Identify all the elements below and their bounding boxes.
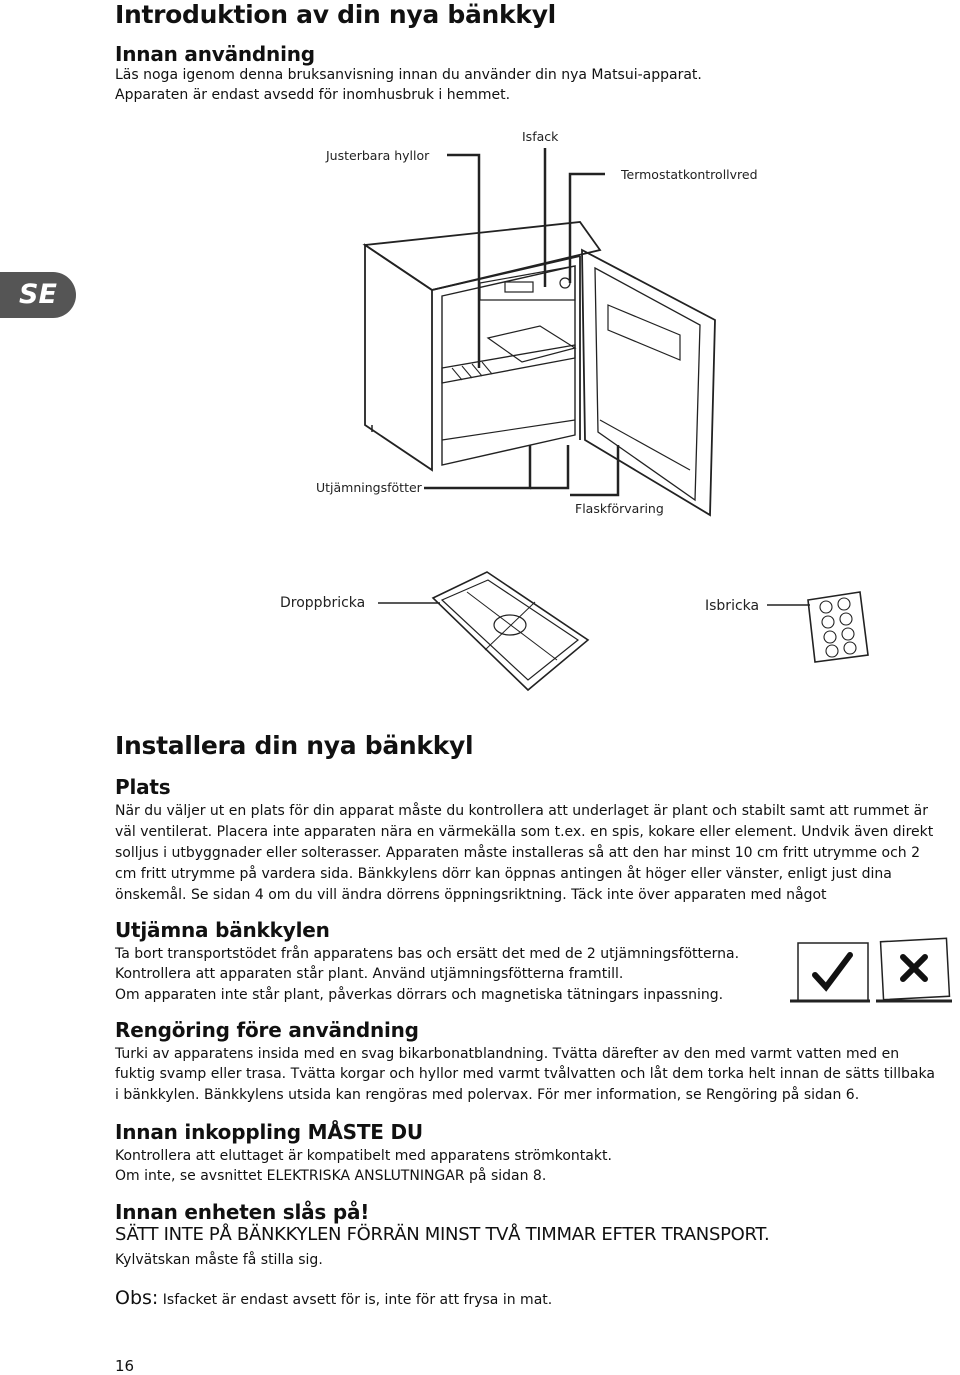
cleaning-title: Rengöring före användning bbox=[115, 1018, 419, 1042]
label-ice-tray: Isbricka bbox=[705, 598, 760, 614]
note-label: Obs: bbox=[115, 1287, 159, 1309]
before-plug-title: Innan inkoppling MÅSTE DU bbox=[115, 1120, 423, 1144]
label-bottle-storage: Flaskförvaring bbox=[575, 501, 664, 516]
note-text: Isfacket är endast avsett för is, inte för att frysa in mat. bbox=[158, 1292, 553, 1308]
intro-line-1: Läs noga igenom denna bruksanvisning innan du använder din nya Matsui-apparat. bbox=[115, 67, 702, 83]
label-drip-tray: Droppbricka bbox=[280, 595, 366, 611]
check-icon bbox=[815, 955, 850, 987]
label-leveling-feet: Utjämningsfötter bbox=[316, 480, 422, 495]
page-title: Introduktion av din nya bänkkyl bbox=[115, 0, 556, 29]
before-on-line: Kylvätskan måste få stilla sig. bbox=[115, 1252, 323, 1268]
label-thermostat: Termostatkontrollvred bbox=[621, 167, 758, 182]
page-number: 16 bbox=[115, 1357, 135, 1375]
cleaning-line-1: Turki av apparatens insida med en svag bikarbonatblandning. Tvätta därefter av den med varmt vatten med en bbox=[115, 1046, 900, 1062]
cleaning-line-3: i bänkkylen. Bänkkylens utsida kan rengöras med polervax. För mer information, se Rengöring på sidan 6. bbox=[115, 1087, 860, 1103]
leveling-line-3: Om apparaten inte står plant, påverkas dörrars och magnetiska tätningars inpassning. bbox=[115, 987, 724, 1003]
intro-subtitle: Innan användning bbox=[115, 42, 315, 66]
before-on-title: Innan enheten slås på! bbox=[115, 1200, 370, 1224]
leveling-title: Utjämna bänkkylen bbox=[115, 918, 330, 942]
place-line-4: cm fritt utrymme på vardera sida. Bänkkylens dörr kan öppnas antingen åt höger eller vänster, enligt just dina bbox=[115, 866, 892, 882]
cleaning-line-2: fuktig svamp eller trasa. Tvätta korgar och hyllor med varmt tvålvatten och låt dem torka helt innan de sätts tillbaka bbox=[115, 1066, 935, 1082]
label-adjustable-shelves: Justerbara hyllor bbox=[326, 148, 430, 163]
place-heading: Plats bbox=[115, 775, 171, 799]
place-line-5: önskemål. Se sidan 4 om du vill ändra dörrens öppningsriktning. Täck inte över apparaten med något bbox=[115, 887, 827, 903]
leveling-line-1: Ta bort transportstödet från apparatens bas och ersätt det med de 2 utjämningsfötterna. bbox=[115, 946, 740, 962]
place-line-1: När du väljer ut en plats för din apparat måste du kontrollera att underlaget är plant och stabilt samt att rummet är bbox=[115, 803, 928, 819]
leveling-line-2: Kontrollera att apparaten står plant. Använd utjämningsfötterna framtill. bbox=[115, 966, 624, 982]
intro-line-2: Apparaten är endast avsedd för inomhusbruk i hemmet. bbox=[115, 87, 511, 103]
note bbox=[115, 1287, 552, 1309]
before-plug-line-1: Kontrollera att eluttaget är kompatibelt med apparatens strömkontakt. bbox=[115, 1148, 612, 1164]
before-plug-line-2: Om inte, se avsnittet ELEKTRISKA ANSLUTNINGAR på sidan 8. bbox=[115, 1168, 547, 1184]
place-line-2: väl ventilerat. Placera inte apparaten nära en värmekälla som t.ex. en spis, kokare eller element. Undvik även direkt bbox=[115, 824, 934, 840]
place-line-3: solljus i utbyggnader eller solterasser. Apparaten måste installeras så att den har minst 10 cm fritt utrymme och 2 bbox=[115, 845, 921, 861]
cross-icon bbox=[903, 957, 925, 979]
install-title: Installera din nya bänkkyl bbox=[115, 731, 474, 760]
label-ice-compartment: Isfack bbox=[522, 129, 559, 144]
language-tab: SE bbox=[0, 272, 76, 318]
leveling-illustration bbox=[790, 935, 960, 1010]
transport-warning: SÄTT INTE PÅ BÄNKKYLEN FÖRRÄN MINST TVÅ TIMMAR EFTER TRANSPORT. bbox=[115, 1224, 770, 1245]
